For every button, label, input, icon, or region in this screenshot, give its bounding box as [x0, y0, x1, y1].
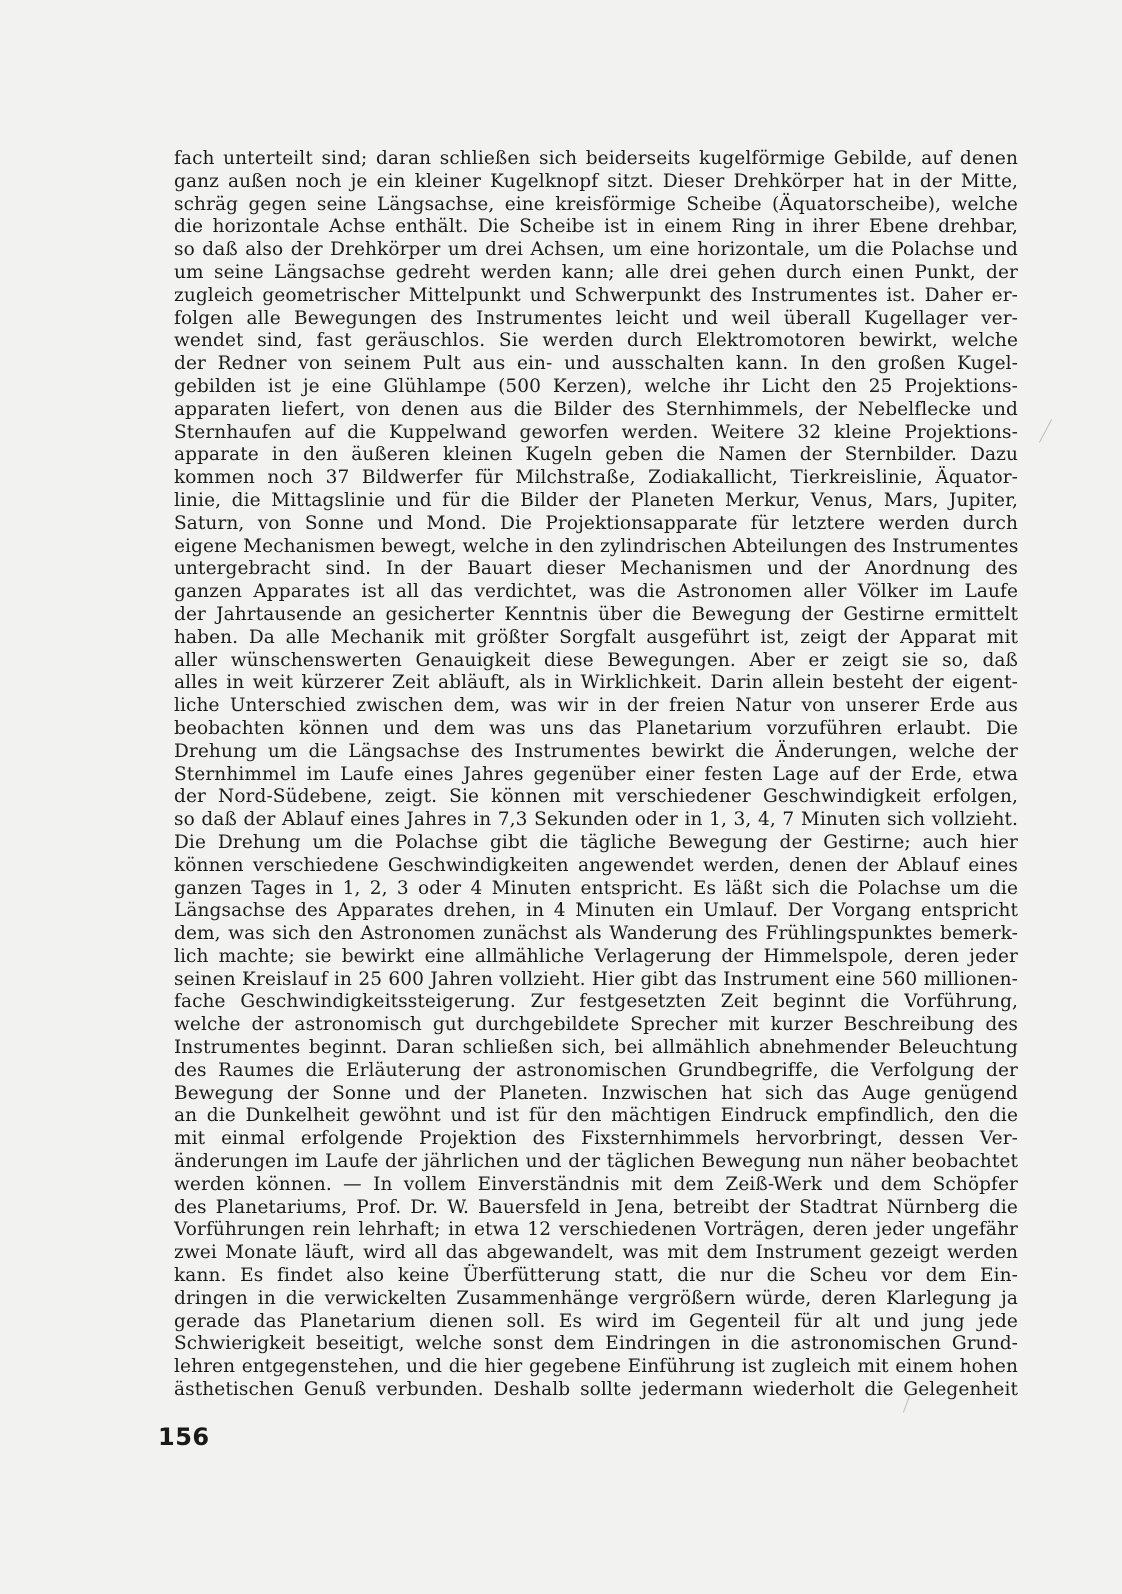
text-line: apparaten liefert, von denen aus die Bilder des Sternhimmels, der Nebelflecke und [174, 398, 1018, 420]
text-line: schräg gegen seine Längsachse, eine kreisförmige Scheibe (Äquatorscheibe), welche [174, 193, 1018, 215]
text-line: ästhetischen Genuß verbunden. Deshalb sollte jedermann wiederholt die Gelegenheit [174, 1379, 1018, 1401]
text-line: des Raumes die Erläuterung der astronomischen Grundbegriffe, die Verfolgung der [174, 1059, 1018, 1081]
text-line: wendet sind, fast geräuschlos. Sie werden durch Elektromotoren bewirkt, welche [174, 330, 1018, 352]
text-line: um seine Längsachse gedreht werden kann; alle drei gehen durch einen Punkt, der [174, 261, 1018, 283]
text-line: Drehung um die Längsachse des Instrumentes bewirkt die Änderungen, welche der [174, 740, 1018, 762]
text-line: Die Drehung um die Polachse gibt die tägliche Bewegung der Gestirne; auch hier [174, 831, 1018, 853]
text-line: an die Dunkelheit gewöhnt und ist für den mächtigen Eindruck empfindlich, den die [174, 1105, 1018, 1127]
text-line: so daß also der Drehkörper um drei Achsen, um eine horizontale, um die Polachse und [174, 239, 1018, 261]
text-line: alles in weit kürzerer Zeit abläuft, als in Wirklichkeit. Darin allein besteht der eigent- [174, 672, 1018, 694]
text-line: dringen in die verwickelten Zusammenhänge vergrößern würde, deren Klarlegung ja [174, 1287, 1018, 1309]
text-line: dem, was sich den Astronomen zunächst als Wanderung des Frühlingspunktes bemerk- [174, 923, 1018, 945]
text-line: fache Geschwindigkeitssteigerung. Zur festgesetzten Zeit beginnt die Vorführung, [174, 991, 1018, 1013]
text-line: Bewegung der Sonne und der Planeten. Inzwischen hat sich das Auge genügend [174, 1082, 1018, 1104]
text-line: folgen alle Bewegungen des Instrumentes leicht und weil überall Kugellager ver- [174, 307, 1018, 329]
text-line: ganzen Tages in 1, 2, 3 oder 4 Minuten entspricht. Es läßt sich die Polachse um die [174, 877, 1018, 899]
text-line: lich machte; sie bewirkt eine allmähliche Verlagerung der Himmelspole, deren jeder [174, 945, 1018, 967]
text-line: werden können. — In vollem Einverständnis mit dem Zeiß-Werk und dem Schöpfer [174, 1173, 1018, 1195]
text-line: so daß der Ablauf eines Jahres in 7,3 Sekunden oder in 1, 3, 4, 7 Minuten sich vollzieht. [174, 809, 1018, 831]
text-line: eigene Mechanismen bewegt, welche in den zylindrischen Abteilungen des Instrumentes [174, 535, 1019, 557]
text-line: fach unterteilt sind; daran schließen sich beiderseits kugelförmige Gebilde, auf denen [174, 148, 1018, 169]
text-line: der Redner von seinem Pult aus ein- und ausschalten kann. In den großen Kugel- [174, 353, 1018, 375]
text-line: beobachten können und dem was uns das Planetarium vorzuführen erlaubt. Die [174, 717, 1018, 739]
text-line: lehren entgegenstehen, und die hier gegebene Einführung ist zugleich mit einem hohen [174, 1356, 1018, 1378]
text-line: haben. Da alle Mechanik mit größter Sorgfalt ausgeführt ist, zeigt der Apparat mit [174, 626, 1018, 648]
text-line: aller wünschenswerten Genauigkeit diese Bewegungen. Aber er zeigt sie so, daß [174, 649, 1018, 671]
page-number: 156 [158, 1423, 210, 1451]
text-line: gerade das Planetarium dienen soll. Es wird im Gegenteil für alt und jung jede [174, 1310, 1018, 1332]
text-line: ganzen Apparates ist all das verdichtet, was die Astronomen aller Völker im Laufe [174, 581, 1018, 603]
text-line: Instrumentes beginnt. Daran schließen sich, bei allmählich abnehmender Beleuchtung [174, 1037, 1018, 1059]
text-line: Längsachse des Apparates drehen, in 4 Minuten ein Umlauf. Der Vorgang entspricht [174, 900, 1018, 922]
body-text [174, 148, 1018, 1402]
text-line: zwei Monate läuft, wird all das abgewandelt, was mit dem Instrument gezeigt werden [174, 1242, 1018, 1264]
text-line: gebilden ist je eine Glühlampe (500 Kerzen), welche ihr Licht den 25 Projektions- [174, 375, 1018, 397]
text-line: Vorführungen rein lehrhaft; in etwa 12 verschiedenen Vorträgen, deren jeder ungefähr [174, 1219, 1018, 1241]
text-line: seinen Kreislauf in 25 600 Jahren vollzieht. Hier gibt das Instrument eine 560 millionen- [174, 968, 1018, 990]
scan-mark [1039, 419, 1052, 442]
text-line: welche der astronomisch gut durchgebildete Sprecher mit kurzer Beschreibung des [174, 1014, 1018, 1036]
text-line: Schwierigkeit beseitigt, welche sonst dem Eindringen in die astronomischen Grund- [174, 1333, 1018, 1355]
text-line: mit einmal erfolgende Projektion des Fixsternhimmels hervorbringt, dessen Ver- [174, 1128, 1018, 1150]
text-line: ganz außen noch je ein kleiner Kugelknopf sitzt. Dieser Drehkörper hat in der Mitte, [174, 170, 1018, 192]
text-line: des Planetariums, Prof. Dr. W. Bauersfeld in Jena, betreibt der Stadtrat Nürnberg die [174, 1196, 1018, 1218]
text-line: können verschiedene Geschwindigkeiten angewendet werden, denen der Ablauf eines [174, 854, 1018, 876]
text-line: linie, die Mittagslinie und für die Bilder der Planeten Merkur, Venus, Mars, Jupiter, [174, 489, 1018, 511]
text-line: der Jahrtausende an gesicherter Kenntnis über die Bewegung der Gestirne ermittelt [174, 603, 1018, 625]
text-line: änderungen im Laufe der jährlichen und der täglichen Bewegung nun näher beobachtet [174, 1151, 1018, 1173]
text-line: kommen noch 37 Bildwerfer für Milchstraße, Zodiakallicht, Tierkreislinie, Äquator- [174, 467, 1018, 489]
text-line: Sternhimmel im Laufe eines Jahres gegenüber einer festen Lage auf der Erde, etwa [174, 763, 1018, 785]
text-line: zugleich geometrischer Mittelpunkt und Schwerpunkt des Instrumentes ist. Daher er- [174, 284, 1018, 306]
text-line: die horizontale Achse enthält. Die Scheibe ist in einem Ring in ihrer Ebene drehbar, [174, 216, 1018, 238]
text-line: der Nord-Südebene, zeigt. Sie können mit verschiedener Geschwindigkeit erfolgen, [174, 786, 1018, 808]
text-line: kann. Es findet also keine Überfütterung statt, die nur die Scheu vor dem Ein- [174, 1265, 1018, 1287]
text-line: Sternhaufen auf die Kuppelwand geworfen werden. Weitere 32 kleine Projektions- [174, 421, 1018, 443]
text-line: liche Unterschied zwischen dem, was wir in der freien Natur von unserer Erde aus [174, 695, 1018, 717]
text-line: Saturn, von Sonne und Mond. Die Projektionsapparate für letztere werden durch [174, 512, 1018, 534]
text-line: untergebracht sind. In der Bauart dieser Mechanismen und der Anordnung des [174, 558, 1018, 580]
text-line: apparate in den äußeren kleinen Kugeln geben die Namen der Sternbilder. Dazu [174, 444, 1018, 466]
